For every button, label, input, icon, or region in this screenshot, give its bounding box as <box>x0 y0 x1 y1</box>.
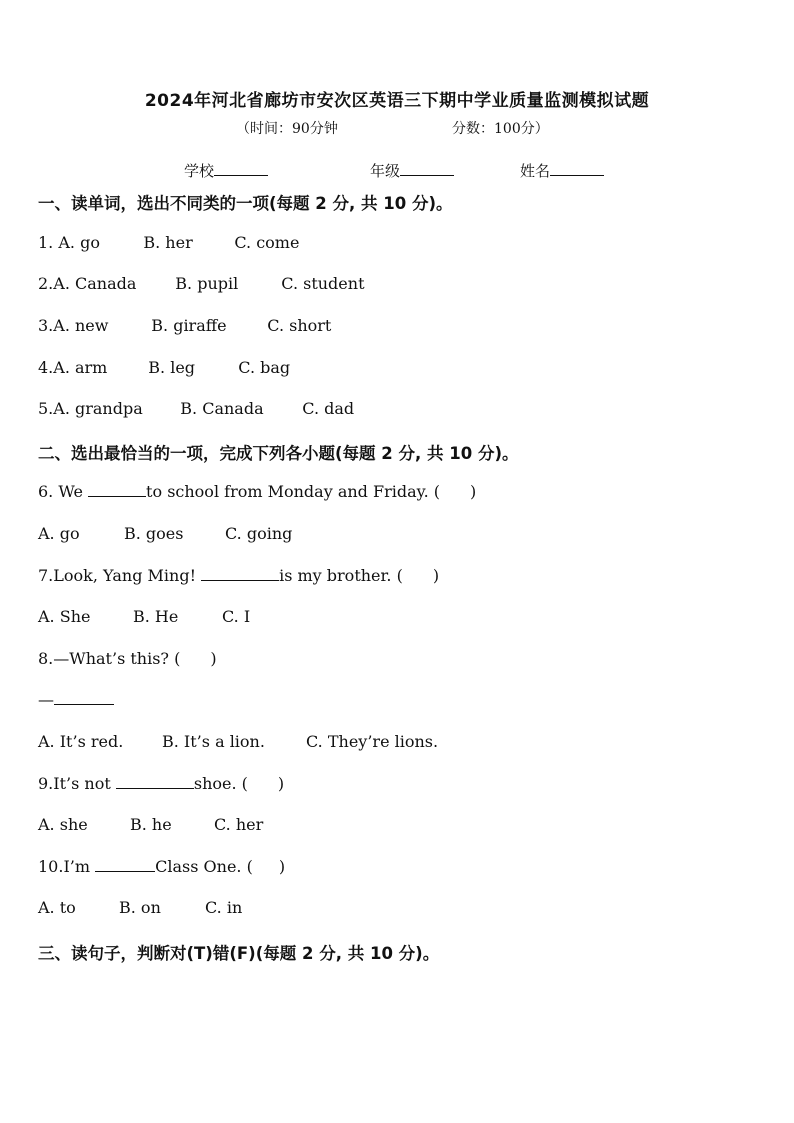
section-2-title: 二、选出最恰当的一项，完成下列各小题(每题 2 分, 共 10 分)。 <box>38 444 519 463</box>
q8-stem: 8.—What’s this? ( <box>38 649 181 668</box>
q1-number: 1. <box>38 233 59 252</box>
q6-blank[interactable] <box>88 482 146 497</box>
q10-stem-end: Class One. ( <box>155 857 253 876</box>
q4-number: 4. <box>38 358 54 377</box>
question-10 <box>38 857 285 876</box>
question-10-options <box>38 898 242 917</box>
page-title: 2024年河北省廊坊市安次区英语三下期中学业质量监测模拟试题 <box>144 91 650 111</box>
question-2 <box>38 274 365 293</box>
q4-option-a: A. arm <box>53 358 108 377</box>
question-5 <box>38 399 354 418</box>
q5-number: 5. <box>38 399 54 418</box>
q6-option-b: B. goes <box>124 524 184 543</box>
question-8 <box>38 649 217 668</box>
question-8-options <box>38 732 438 751</box>
q9-option-a: A. she <box>38 815 88 834</box>
question-8-answer-line <box>38 690 114 709</box>
q9-close-paren: ) <box>277 774 285 793</box>
q6-option-c: C. going <box>225 524 293 543</box>
q10-close-paren: ) <box>278 857 286 876</box>
q1-option-b: B. her <box>143 233 193 252</box>
q1-option-a: A. go <box>58 233 100 252</box>
q6-stem-start: 6. We <box>38 482 89 501</box>
q8-option-b: B. It’s a lion. <box>162 732 265 751</box>
question-7-options <box>38 607 250 626</box>
q6-stem-end: to school from Monday and Friday. ( <box>146 482 440 501</box>
q8-option-c: C. They’re lions. <box>306 732 439 751</box>
exam-score: 分数：100分） <box>452 121 549 137</box>
q9-blank[interactable] <box>116 774 194 789</box>
q2-option-c: C. student <box>281 274 365 293</box>
q7-stem-start: 7.Look, Yang Ming! <box>38 566 202 585</box>
q9-stem-start: 9.It’s not <box>38 774 116 793</box>
grade-label: 年级 <box>370 162 401 180</box>
q6-close-paren: ) <box>469 482 477 501</box>
q9-option-c: C. her <box>214 815 264 834</box>
q1-option-c: C. come <box>234 233 300 252</box>
q10-stem-start: 10.I’m <box>38 857 96 876</box>
q6-option-a: A. go <box>38 524 80 543</box>
grade-field <box>370 160 454 181</box>
q3-option-b: B. giraffe <box>151 316 227 335</box>
section-1-title: 一、读单词，选出不同类的一项(每题 2 分, 共 10 分)。 <box>38 194 453 213</box>
q4-option-c: C. bag <box>238 358 291 377</box>
question-9 <box>38 774 284 793</box>
question-6 <box>38 482 476 501</box>
q7-stem-end: is my brother. ( <box>279 566 403 585</box>
exam-time: （时间：90分钟 <box>236 121 338 137</box>
q5-option-b: B. Canada <box>180 399 264 418</box>
q7-option-a: A. She <box>38 607 91 626</box>
q9-stem-end: shoe. ( <box>193 774 248 793</box>
grade-blank[interactable] <box>400 161 454 176</box>
question-3 <box>38 316 331 335</box>
question-4 <box>38 358 290 377</box>
school-field <box>184 160 268 181</box>
q4-option-b: B. leg <box>148 358 196 377</box>
q7-blank[interactable] <box>201 566 279 581</box>
name-label: 姓名 <box>520 162 551 180</box>
q3-number: 3. <box>38 316 54 335</box>
q2-option-a: A. Canada <box>53 274 137 293</box>
q3-option-a: A. new <box>53 316 109 335</box>
section-3-title: 三、读句子，判断对(T)错(F)(每题 2 分, 共 10 分)。 <box>38 944 440 963</box>
q2-option-b: B. pupil <box>175 274 239 293</box>
school-label: 学校 <box>184 162 215 180</box>
q5-option-a: A. grandpa <box>53 399 143 418</box>
q8-option-a: A. It’s red. <box>38 732 124 751</box>
q3-option-c: C. short <box>267 316 332 335</box>
q7-option-b: B. He <box>133 607 179 626</box>
name-blank[interactable] <box>550 161 604 176</box>
q8-close-paren: ) <box>210 649 217 668</box>
question-9-options <box>38 815 263 834</box>
name-field <box>520 160 604 181</box>
question-1 <box>38 233 299 252</box>
q8-blank[interactable] <box>54 690 114 705</box>
question-6-options <box>38 524 292 543</box>
q2-number: 2. <box>38 274 54 293</box>
school-blank[interactable] <box>214 161 268 176</box>
q10-option-a: A. to <box>38 898 76 917</box>
q9-option-b: B. he <box>130 815 172 834</box>
q7-option-c: C. I <box>222 607 251 626</box>
q5-option-c: C. dad <box>302 399 355 418</box>
q10-option-c: C. in <box>205 898 243 917</box>
q10-blank[interactable] <box>95 857 155 872</box>
q7-close-paren: ) <box>432 566 440 585</box>
q8-dash: — <box>38 690 54 709</box>
q10-option-b: B. on <box>119 898 161 917</box>
question-7 <box>38 566 439 585</box>
